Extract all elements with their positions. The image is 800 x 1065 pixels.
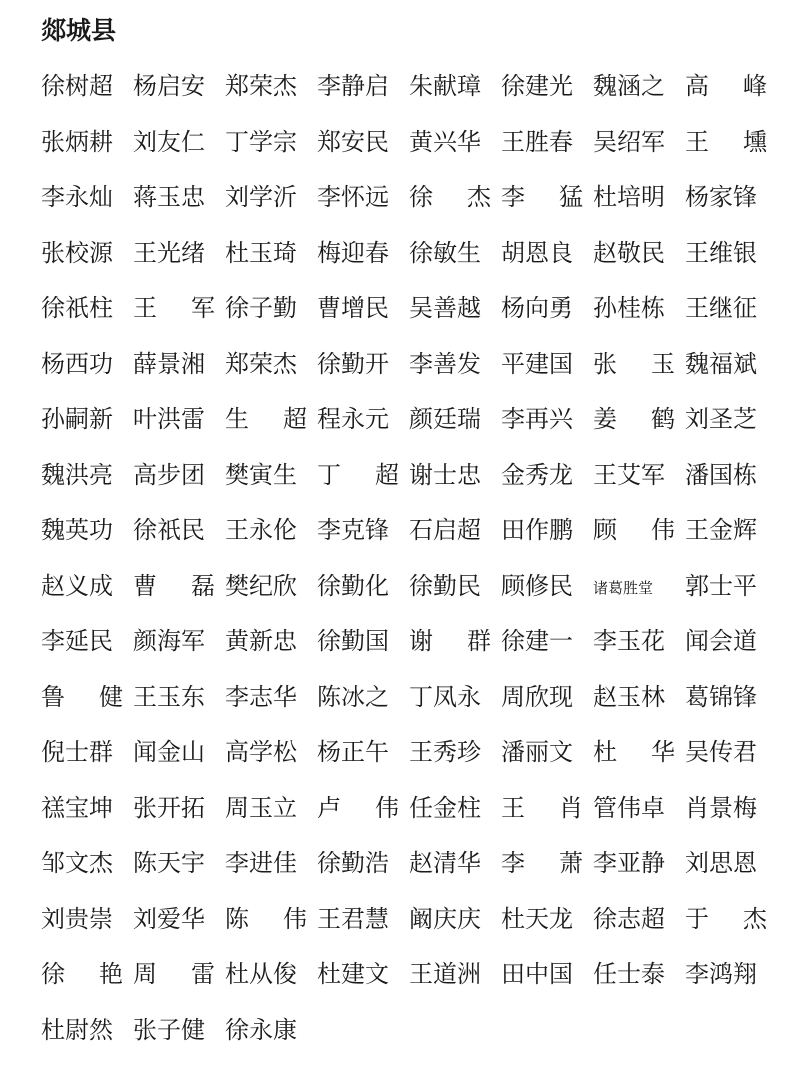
name-entry: 杜建文 [317, 960, 389, 988]
name-entry: 石启超 [409, 516, 481, 544]
name-entry: 周 雷 [133, 960, 215, 988]
name-entry: 颜海军 [133, 627, 205, 655]
name-entry: 徐子勤 [225, 294, 297, 322]
name-entry: 诸葛胜堂 [593, 578, 654, 597]
name-entry: 杜玉琦 [225, 238, 297, 267]
name-entry: 李 猛 [501, 183, 583, 211]
name-entry: 赵义成 [41, 571, 113, 600]
name-entry: 杨启安 [133, 72, 205, 100]
name-entry: 张开拓 [133, 793, 205, 822]
name-entry: 王光绪 [133, 238, 205, 267]
name-entry: 张炳耕 [41, 127, 113, 156]
name-entry: 黄兴华 [409, 127, 481, 156]
name-entry: 王维银 [685, 238, 757, 267]
name-entry: 李永灿 [41, 183, 113, 211]
name-entry: 陈冰之 [317, 682, 389, 711]
name-entry: 高学松 [225, 738, 297, 766]
name-entry: 颜廷瑞 [409, 405, 481, 433]
name-entry: 赵清华 [409, 849, 481, 877]
name-entry: 金秀龙 [501, 460, 573, 489]
name-entry: 王胜春 [501, 127, 573, 156]
name-entry: 肖景梅 [685, 793, 757, 822]
name-entry: 生 超 [225, 405, 307, 433]
name-entry: 黄新忠 [225, 627, 297, 655]
name-list [41, 66, 777, 1065]
name-entry: 曹增民 [317, 294, 389, 322]
name-entry: 丁学宗 [225, 127, 297, 156]
name-entry: 杜从俊 [225, 960, 297, 988]
name-entry: 杜 华 [593, 738, 675, 766]
name-entry: 王艾军 [593, 460, 665, 489]
name-entry: 田中国 [501, 960, 573, 988]
name-entry: 梅迎春 [317, 238, 389, 267]
county-title: 郯城县 [41, 16, 117, 45]
name-entry: 李志华 [225, 682, 297, 711]
name-entry: 禚宝坤 [41, 793, 113, 822]
name-entry: 徐勤开 [317, 349, 389, 378]
name-entry: 樊纪欣 [225, 571, 297, 600]
name-entry: 平建国 [501, 349, 573, 378]
name-entry: 李再兴 [501, 405, 573, 433]
name-entry: 叶洪雷 [133, 405, 205, 433]
name-entry: 李玉花 [593, 627, 665, 655]
name-entry: 刘圣芝 [685, 405, 757, 433]
name-entry: 徐祇柱 [41, 294, 113, 322]
name-entry: 薛景湘 [133, 349, 205, 378]
name-entry: 徐树超 [41, 72, 113, 100]
name-entry: 周玉立 [225, 793, 297, 822]
name-entry: 李克锋 [317, 516, 389, 544]
name-entry: 徐勤化 [317, 571, 389, 600]
name-entry: 徐 杰 [409, 183, 491, 211]
name-entry: 卢 伟 [317, 793, 399, 822]
name-entry: 李延民 [41, 627, 113, 655]
name-entry: 杨向勇 [501, 294, 573, 322]
name-entry: 刘爱华 [133, 904, 205, 933]
name-entry: 任士泰 [593, 960, 665, 988]
name-entry: 李鸿翔 [685, 960, 757, 988]
name-entry: 顾修民 [501, 571, 573, 600]
name-entry: 刘贵崇 [41, 904, 113, 933]
name-entry: 王 壎 [685, 127, 767, 156]
name-entry: 任金柱 [409, 793, 481, 822]
name-entry: 徐建一 [501, 627, 573, 655]
name-entry: 徐 艳 [41, 960, 123, 988]
name-entry: 王秀珍 [409, 738, 481, 766]
name-entry: 顾 伟 [593, 516, 675, 544]
name-entry: 葛锦锋 [685, 682, 757, 711]
name-entry: 李静启 [317, 72, 389, 100]
name-entry: 王 肖 [501, 793, 583, 822]
name-entry: 王继征 [685, 294, 757, 322]
name-entry: 李怀远 [317, 183, 389, 211]
name-entry: 丁 超 [317, 460, 399, 489]
name-entry: 刘学沂 [225, 183, 297, 211]
name-entry: 潘丽文 [501, 738, 573, 766]
name-entry: 高 峰 [685, 72, 767, 100]
name-entry: 丁凤永 [409, 682, 481, 711]
name-entry: 郑荣杰 [225, 349, 297, 378]
name-entry: 杨正午 [317, 738, 389, 766]
name-entry: 李进佳 [225, 849, 297, 877]
name-entry: 李善发 [409, 349, 481, 378]
name-entry: 徐勤民 [409, 571, 481, 600]
name-entry: 李 萧 [501, 849, 583, 877]
name-entry: 郭士平 [685, 571, 757, 600]
name-entry: 赵敬民 [593, 238, 665, 267]
name-entry: 闻金山 [133, 738, 205, 766]
name-entry: 邹文杰 [41, 849, 113, 877]
name-entry: 张校源 [41, 238, 113, 267]
name-entry: 赵玉林 [593, 682, 665, 711]
name-entry: 魏英功 [41, 516, 113, 544]
name-entry: 徐敏生 [409, 238, 481, 267]
name-entry: 阚庆庆 [409, 904, 481, 933]
name-entry: 于 杰 [685, 904, 767, 933]
name-entry: 高步团 [133, 460, 205, 489]
name-entry: 杜尉然 [41, 1015, 113, 1044]
name-entry: 胡恩良 [501, 238, 573, 267]
name-entry: 王永伦 [225, 516, 297, 544]
name-entry: 王君慧 [317, 904, 389, 933]
name-entry: 陈 伟 [225, 904, 307, 933]
name-entry: 管伟卓 [593, 793, 665, 822]
name-entry: 王道洲 [409, 960, 481, 988]
name-entry: 王玉东 [133, 682, 205, 711]
name-entry: 郑安民 [317, 127, 389, 156]
name-entry: 张子健 [133, 1015, 205, 1044]
name-entry: 徐勤国 [317, 627, 389, 655]
name-entry: 樊寅生 [225, 460, 297, 489]
name-entry: 杨西功 [41, 349, 113, 378]
name-entry: 魏洪亮 [41, 460, 113, 489]
name-entry: 张 玉 [593, 349, 675, 378]
name-entry: 闻会道 [685, 627, 757, 655]
name-entry: 周欣现 [501, 682, 573, 711]
name-entry: 陈天宇 [133, 849, 205, 877]
name-entry: 吴传君 [685, 738, 757, 766]
name-entry: 朱献璋 [409, 72, 481, 100]
name-entry: 孙嗣新 [41, 405, 113, 433]
name-entry: 徐建光 [501, 72, 573, 100]
name-entry: 杜培明 [593, 183, 665, 211]
name-entry: 程永元 [317, 405, 389, 433]
name-entry: 曹 磊 [133, 571, 215, 600]
name-entry: 杨家锋 [685, 183, 757, 211]
name-entry: 吴善越 [409, 294, 481, 322]
name-entry: 鲁 健 [41, 682, 123, 711]
name-entry: 郑荣杰 [225, 72, 297, 100]
name-entry: 魏福斌 [685, 349, 757, 378]
name-entry: 田作鹏 [501, 516, 573, 544]
name-entry: 魏涵之 [593, 72, 665, 100]
name-entry: 姜 鹤 [593, 405, 675, 433]
name-entry: 徐勤浩 [317, 849, 389, 877]
name-entry: 吴绍军 [593, 127, 665, 156]
name-entry: 徐祇民 [133, 516, 205, 544]
name-entry: 王 军 [133, 294, 215, 322]
name-entry: 李亚静 [593, 849, 665, 877]
name-entry: 徐志超 [593, 904, 665, 933]
name-entry: 王金辉 [685, 516, 757, 544]
name-entry: 谢 群 [409, 627, 491, 655]
name-entry: 潘国栋 [685, 460, 757, 489]
name-entry: 徐永康 [225, 1015, 297, 1044]
name-entry: 倪士群 [41, 738, 113, 766]
name-entry: 刘思恩 [685, 849, 757, 877]
name-entry: 谢士忠 [409, 460, 481, 489]
name-entry: 杜天龙 [501, 904, 573, 933]
name-entry: 蒋玉忠 [133, 183, 205, 211]
name-entry: 刘友仁 [133, 127, 205, 156]
name-entry: 孙桂栋 [593, 294, 665, 322]
